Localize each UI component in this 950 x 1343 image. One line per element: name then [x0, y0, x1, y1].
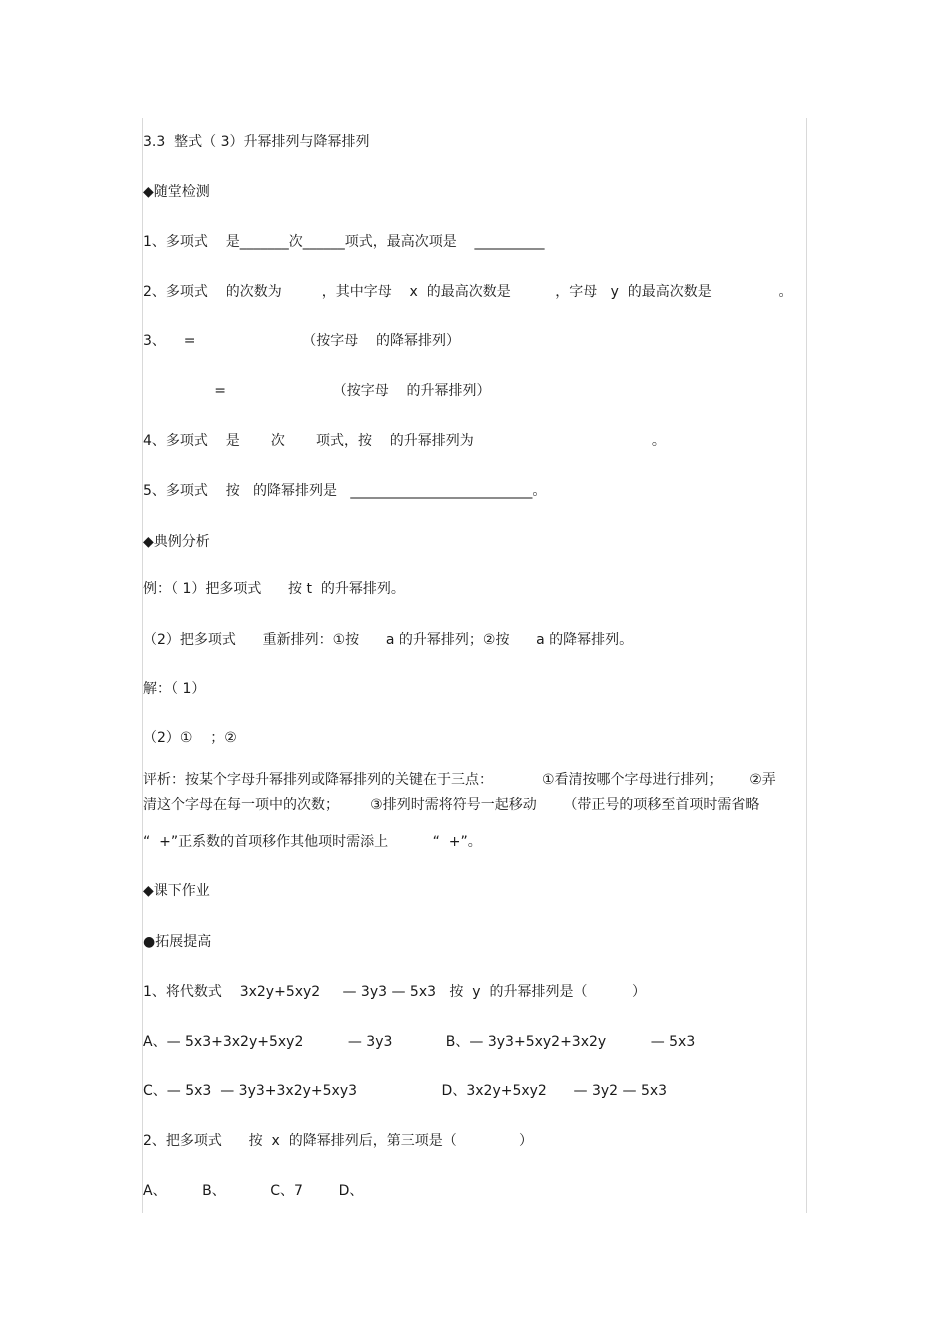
- section-heading-quiz: ◆随堂检测: [143, 184, 210, 200]
- page-title: 3.3 整式（ 3）升幂排列与降幂排列: [143, 134, 370, 150]
- quiz-question-3a: 3、 = （按字母 的降幂排列）: [143, 333, 461, 349]
- quiz-question-1: 1、多项式 是_______次______项式，最高次项是 __________: [143, 234, 545, 250]
- extension-q1-options-ab: A、— 5x3+3x2y+5xy2 — 3y3 B、— 3y3+5xy2+3x2y — 5x3: [143, 1034, 696, 1050]
- extension-q1-options-cd: C、— 5x3 — 3y3+3x2y+5xy3 D、3x2y+5xy2 — 3y2 — 5x3: [143, 1083, 668, 1099]
- solution-1: 解：（ 1）: [143, 681, 206, 697]
- section-heading-examples: ◆典例分析: [143, 534, 210, 550]
- example-2: （2）把多项式 重新排列：①按 a 的升幂排列；②按 a 的降幂排列。: [143, 632, 634, 648]
- quiz-question-3b: = （按字母 的升幂排列）: [143, 383, 491, 399]
- example-1: 例：（ 1）把多项式 按 t 的升幂排列。: [143, 581, 405, 597]
- quiz-question-4: 4、多项式 是 次 项式，按 的升幂排列为 。: [143, 433, 666, 449]
- extension-question-2: 2、把多项式 按 x 的降幂排列后，第三项是（ ）: [143, 1133, 533, 1149]
- quiz-question-2: 2、多项式 的次数为 ，其中字母 x 的最高次数是 ，字母 y 的最高次数是 。: [143, 284, 793, 300]
- commentary-line-2: 清这个字母在每一项中的次数； ③排列时需将符号一起移动 （带正号的项移至首项时需省略: [143, 797, 760, 813]
- section-heading-extension: ●拓展提高: [143, 934, 212, 950]
- extension-q2-options: A、 B、 C、7 D、: [143, 1183, 364, 1199]
- extension-question-1: 1、将代数式 3x2y+5xy2 — 3y3 — 5x3 按 y 的升幂排列是（ ）: [143, 984, 646, 1000]
- quiz-question-5: 5、多项式 按 的降幂排列是 __________________________。: [143, 483, 547, 499]
- commentary-line-1: 评析：按某个字母升幂排列或降幂排列的关键在于三点： ①看清按哪个字母进行排列； ②弄: [143, 772, 776, 788]
- solution-2: （2）① ；②: [143, 730, 237, 746]
- section-heading-homework: ◆课下作业: [143, 883, 210, 899]
- right-margin-rule: [806, 118, 807, 1213]
- commentary-line-3: “ +”正系数的首项移作其他项时需添上 “ +”。: [143, 834, 482, 850]
